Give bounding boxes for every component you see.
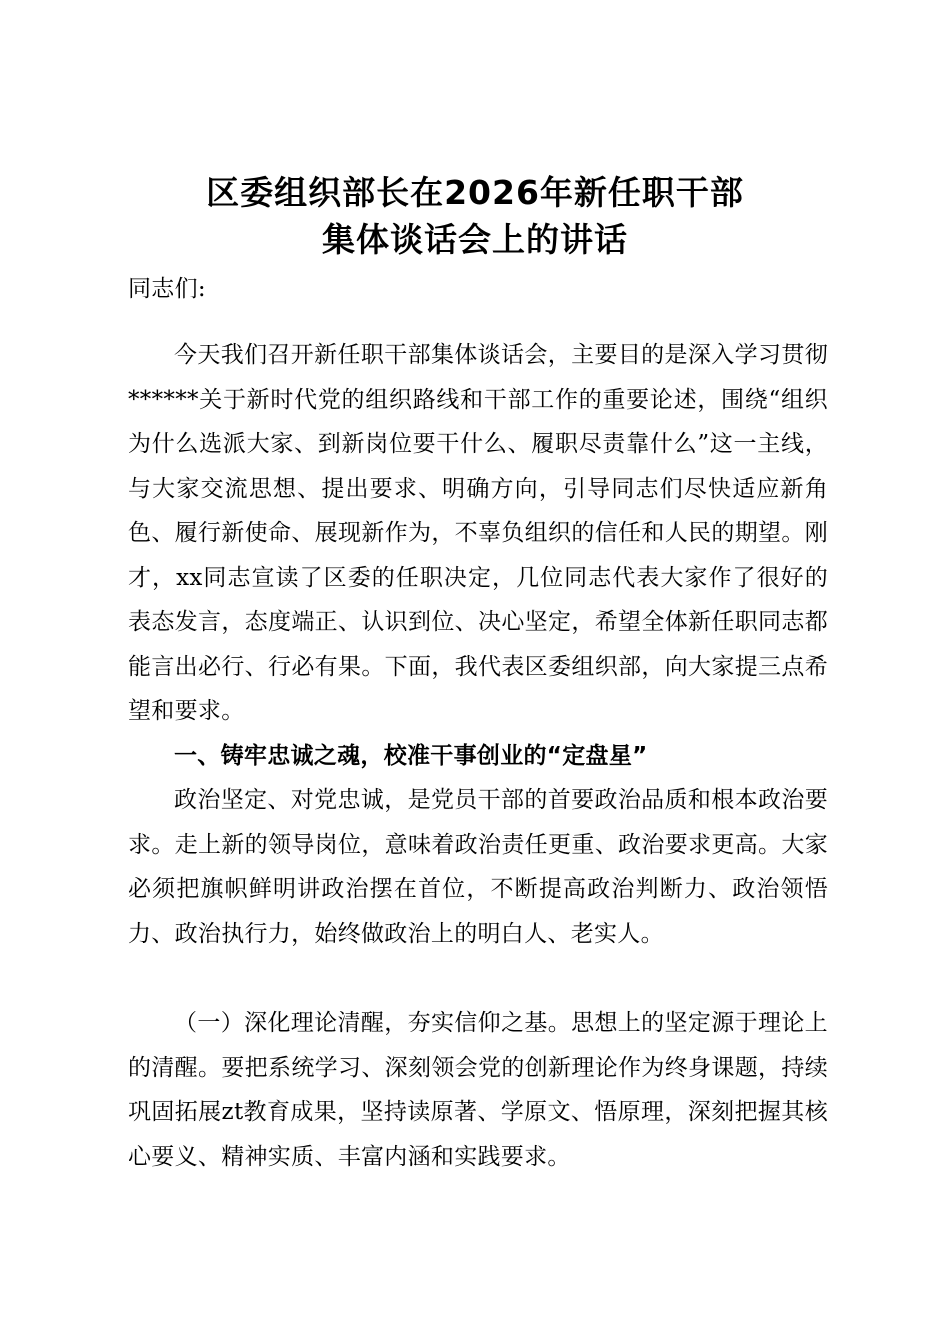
section-heading-1: 一、铸牢忠诚之魂，校准干事创业的“定盘星” <box>174 743 648 769</box>
subsection-lead: （一）深化理论清醒，夯实信仰之基。 <box>174 1010 572 1036</box>
paragraph-intro: 今天我们召开新任职干部集体谈话会，主要目的是深入学习贯彻******关于新时代党的组织路线和干部工作的重要论述，围绕“组织为什么选派大家、到新岗位要干什么、履职尽责靠什么”这一主线，与大家交流思想、提出要求、明确方向，引导同志们尽快适应新角色、履行新使命、展现新作为，不辜负组织的信任和人民的期望。刚才，xx同志宣读了区委的任职决定，几位同志代表大家作了很好的表态发言，态度端正、认识到位、决心坚定，希望全体新任职同志都能言出必行、行必有果。下面，我代表区委组织部，向大家提三点希望和要求。 <box>128 342 828 724</box>
subsection-body: 思想上的坚定源于理论上的清醒。要把系统学习、深刻领会党的创新理论作为终身课题，持续巩固拓展zt教育成果，坚持读原著、学原文、悟原理，深刻把握其核心要义、精神实质、丰富内涵和实践要求。 <box>128 1010 828 1170</box>
paragraph-section-1: 政治坚定、对党忠诚，是党员干部的首要政治品质和根本政治要求。走上新的领导岗位，意味着政治责任更重、政治要求更高。大家必须把旗帜鲜明讲政治摆在首位，不断提高政治判断力、政治领悟力、政治执行力，始终做政治上的明白人、老实人。 <box>128 787 828 947</box>
document-title-line-1: 区委组织部长在2026年新任职干部 <box>206 173 744 212</box>
salutation: 同志们: <box>128 276 206 302</box>
document-title-line-2: 集体谈话会上的讲话 <box>322 220 628 259</box>
paragraph-subsection-1 <box>128 1001 828 1179</box>
